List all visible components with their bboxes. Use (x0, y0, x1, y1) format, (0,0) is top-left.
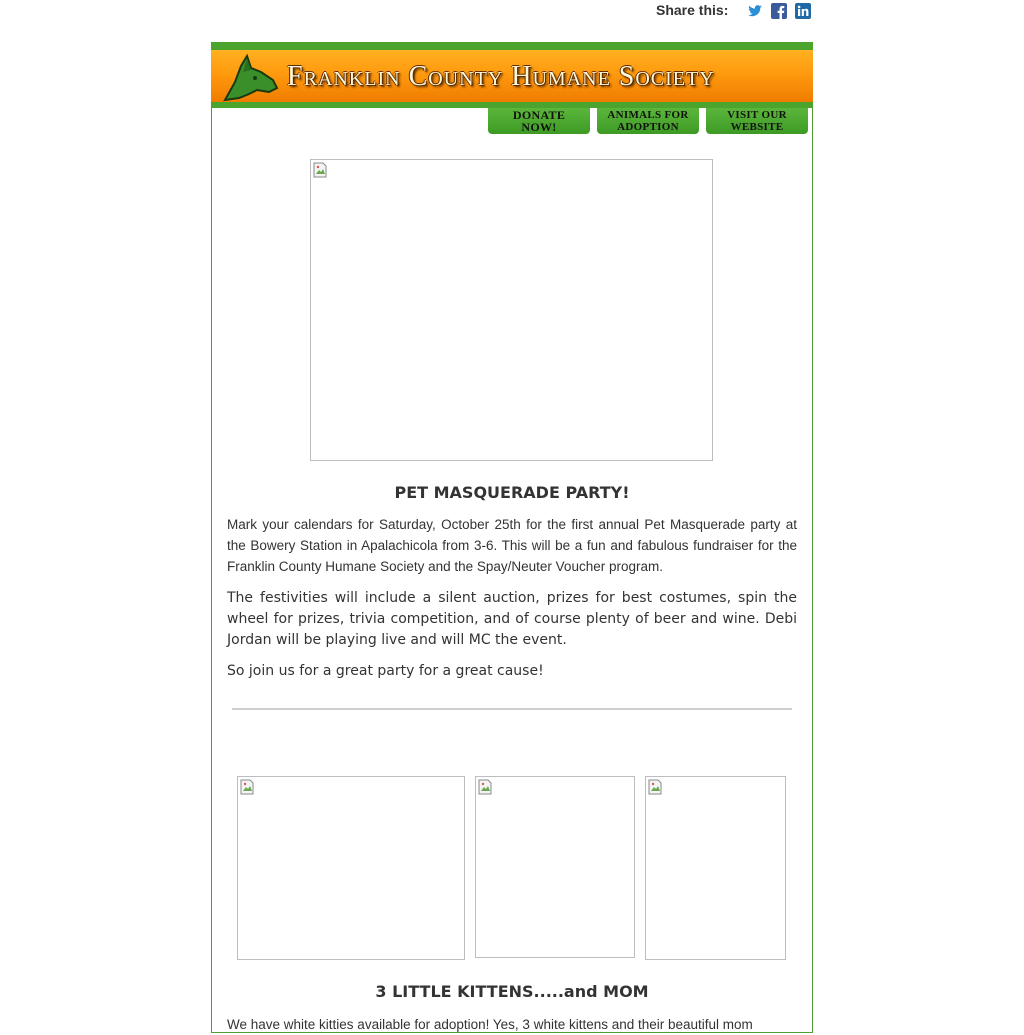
twitter-icon[interactable] (747, 3, 763, 19)
share-label: Share this: (656, 2, 729, 18)
broken-image-icon (648, 779, 662, 795)
kittens-paragraph-1: We have white kitties available for adoption! Yes, 3 white kittens and their beautiful mom (227, 1017, 753, 1032)
broken-image-icon (478, 779, 492, 795)
event-title: PET MASQUERADE PARTY! (394, 483, 630, 502)
event-paragraph-2: The festivities will include a silent auction, prizes for best costumes, spin the wheel for prizes, trivia competition, and of course plenty of beer and wine. Debi Jordan will be playing live and will MC the event. (227, 590, 797, 648)
kitten-image-1[interactable] (237, 776, 465, 960)
visit-website-button[interactable]: VISIT OUR WEBSITE (706, 108, 808, 134)
linkedin-icon[interactable] (795, 3, 811, 19)
org-name: Franklin County Humane Society (287, 61, 715, 92)
event-image[interactable] (310, 159, 713, 461)
kittens-title: 3 LITTLE KITTENS.....and MOM (375, 982, 649, 1001)
divider (232, 708, 792, 710)
kitten-image-2[interactable] (475, 776, 635, 958)
kitten-image-3[interactable] (645, 776, 786, 960)
animals-for-adoption-button[interactable]: ANIMALS FOR ADOPTION (597, 108, 699, 134)
event-paragraph-1: Mark your calendars for Saturday, October 25th for the first annual Pet Masquerade party at the Bowery Station in Apalachicola from 3-6. This will be a fun and fabulous fundraiser for the Franklin County Humane Society and the Spay/Neuter Voucher program. (227, 517, 797, 574)
donate-now-button[interactable]: DONATE NOW! (488, 108, 590, 134)
event-paragraph-3: So join us for a great party for a great cause! (227, 663, 544, 679)
broken-image-icon (313, 162, 327, 178)
broken-image-icon (240, 779, 254, 795)
dog-head-logo-icon (221, 52, 281, 109)
facebook-icon[interactable] (771, 3, 787, 19)
share-bar (656, 3, 811, 19)
header-banner[interactable] (211, 42, 813, 108)
